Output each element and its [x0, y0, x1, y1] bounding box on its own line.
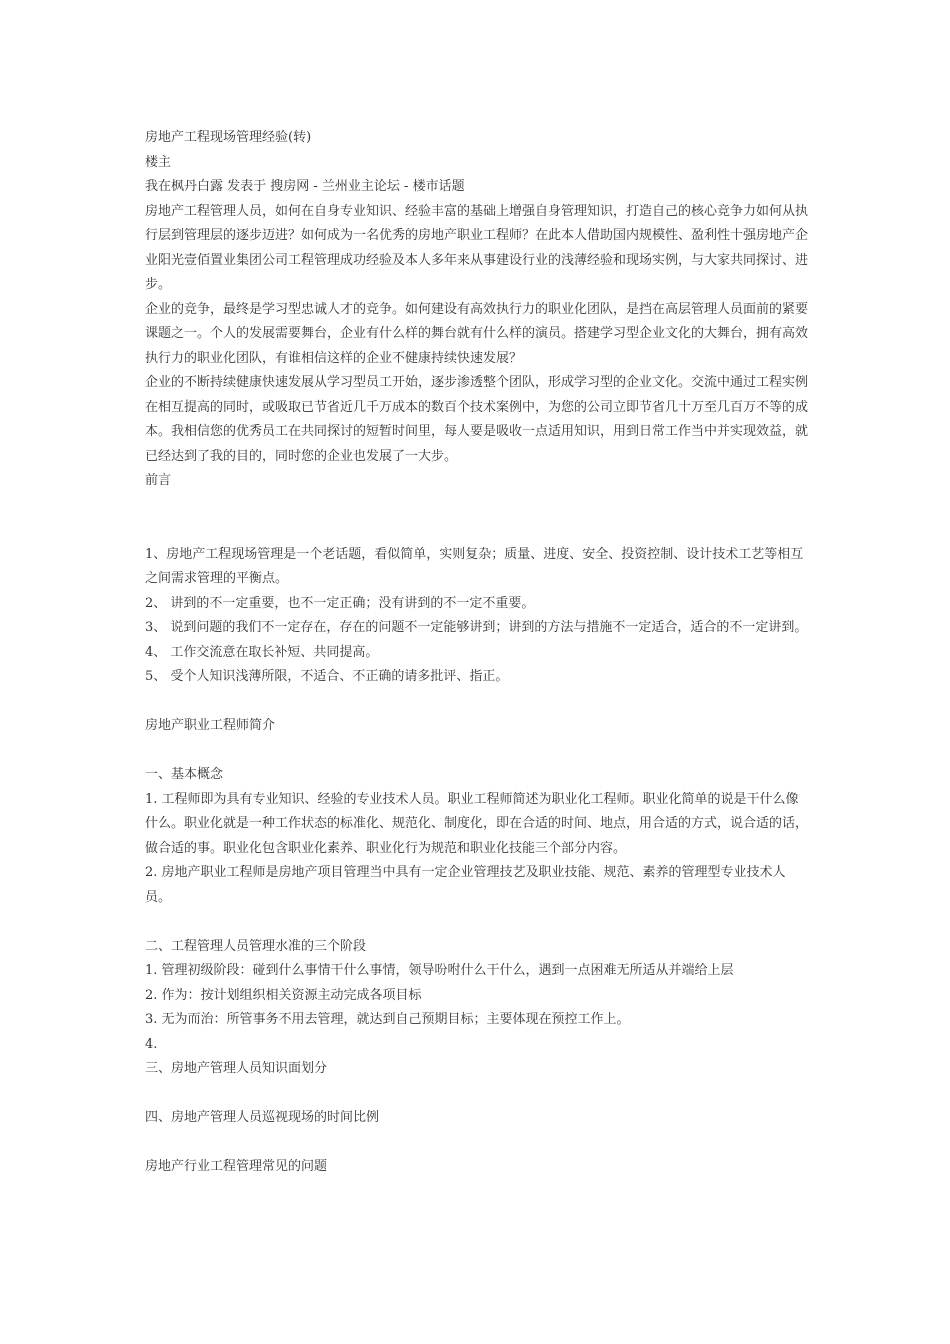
section-item: 3. 无为而治：所管事务不用去管理，就达到自己预期目标；主要体现在预控工作上。: [145, 1012, 630, 1027]
spacer: [145, 1082, 810, 1107]
section-item: 1. 工程师即为具有专业知识、经验的专业技术人员。职业工程师简述为职业化工程师。职业化简单的说是干什么像什么。职业化就是一种工作状态的标准化、规范化、制度化，即在合适的时间、地点，用合适的方式，说合适的话，做合适的事。职业化包含职业化素养、职业化行为规范和职业化技能三个部分内容。: [145, 791, 809, 856]
section-item: 2. 作为：按计划组织相关资源主动完成各项目标: [145, 987, 422, 1003]
foreword-item: 1、房地产工程现场管理是一个老话题，看似简单，实则复杂；质量、进度、安全、投资控制、设计技术工艺等相互之间需求管理的平衡点。: [145, 546, 804, 586]
foreword-item: 3、 说到问题的我们不一定存在，存在的问题不一定能够讲到；讲到的方法与措施不一定适合，适合的不一定讲到。: [145, 620, 808, 635]
spacer: [145, 690, 810, 715]
intro-paragraph: 企业的竞争，最终是学习型忠诚人才的竞争。如何建设有高效执行力的职业化团队，是挡在高层管理人员面前的紧要课题之一。个人的发展需要舞台，企业有什么样的舞台就有什么样的演员。搭建学习型企业文化的大舞台，拥有高效执行力的职业化团队，有谁相信这样的企业不健康持续快速发展？: [145, 301, 809, 366]
section-heading: 一、基本概念: [145, 767, 224, 782]
post-byline: 我在枫丹白露 发表于 搜房网 - 兰州业主论坛 - 楼市话题: [145, 179, 465, 194]
section-item: 2. 房地产职业工程师是房地产项目管理当中具有一定企业管理技艺及职业技能、规范、素养的管理型专业技术人员。: [145, 865, 786, 905]
foreword-item: 5、 受个人知识浅薄所限，不适合、不正确的请多批评、指正。: [145, 669, 509, 684]
spacer: [145, 494, 810, 543]
problems-heading: 房地产行业工程管理常见的问题: [145, 1159, 328, 1174]
section-heading: 三、房地产管理人员知识面划分: [145, 1061, 328, 1076]
document-body: [145, 126, 810, 1180]
spacer: [145, 910, 810, 935]
spacer: [145, 1131, 810, 1156]
section-item: 1. 管理初级阶段：碰到什么事情干什么事情，领导吩咐什么干什么，遇到一点困难无所适从并端给上层: [145, 963, 734, 978]
intro-paragraph: 企业的不断持续健康快速发展从学习型员工开始，逐步渗透整个团队，形成学习型的企业文化。交流中通过工程实例在相互提高的同时，或吸取已节省近几千万成本的数百个技术案例中，为您的公司立即节省几十万至几百万不等的成本。我相信您的优秀员工在共同探讨的短暂时间里，每人要是吸收一点适用知识，用到日常工作当中并实现效益，就已经达到了我的目的，同时您的企业也发展了一大步。: [145, 375, 809, 464]
foreword-heading: 前言: [145, 473, 172, 488]
foreword-item: 4、 工作交流意在取长补短、共同提高。: [145, 644, 379, 660]
foreword-item: 2、 讲到的不一定重要，也不一定正确；没有讲到的不一定不重要。: [145, 595, 535, 611]
intro-paragraph: 房地产工程管理人员，如何在自身专业知识、经验丰富的基础上增强自身管理知识，打造自己的核心竞争力如何从执行层到管理层的逐步迈进？如何成为一名优秀的房地产职业工程师？在此本人借助国内规模性、盈利性十强房地产企业阳光壹佰置业集团公司工程管理成功经验及本人多年来从事建设行业的浅薄经验和现场实例，与大家共同探讨、进步。: [145, 203, 809, 292]
document-title: 房地产工程现场管理经验(转): [145, 130, 312, 145]
spacer: [145, 739, 810, 764]
section-heading: 二、工程管理人员管理水准的三个阶段: [145, 938, 367, 954]
post-role: 楼主: [145, 154, 172, 170]
section-item: 4.: [145, 1036, 158, 1052]
engineer-heading: 房地产职业工程师简介: [145, 718, 276, 733]
section-heading: 四、房地产管理人员巡视现场的时间比例: [145, 1110, 380, 1125]
